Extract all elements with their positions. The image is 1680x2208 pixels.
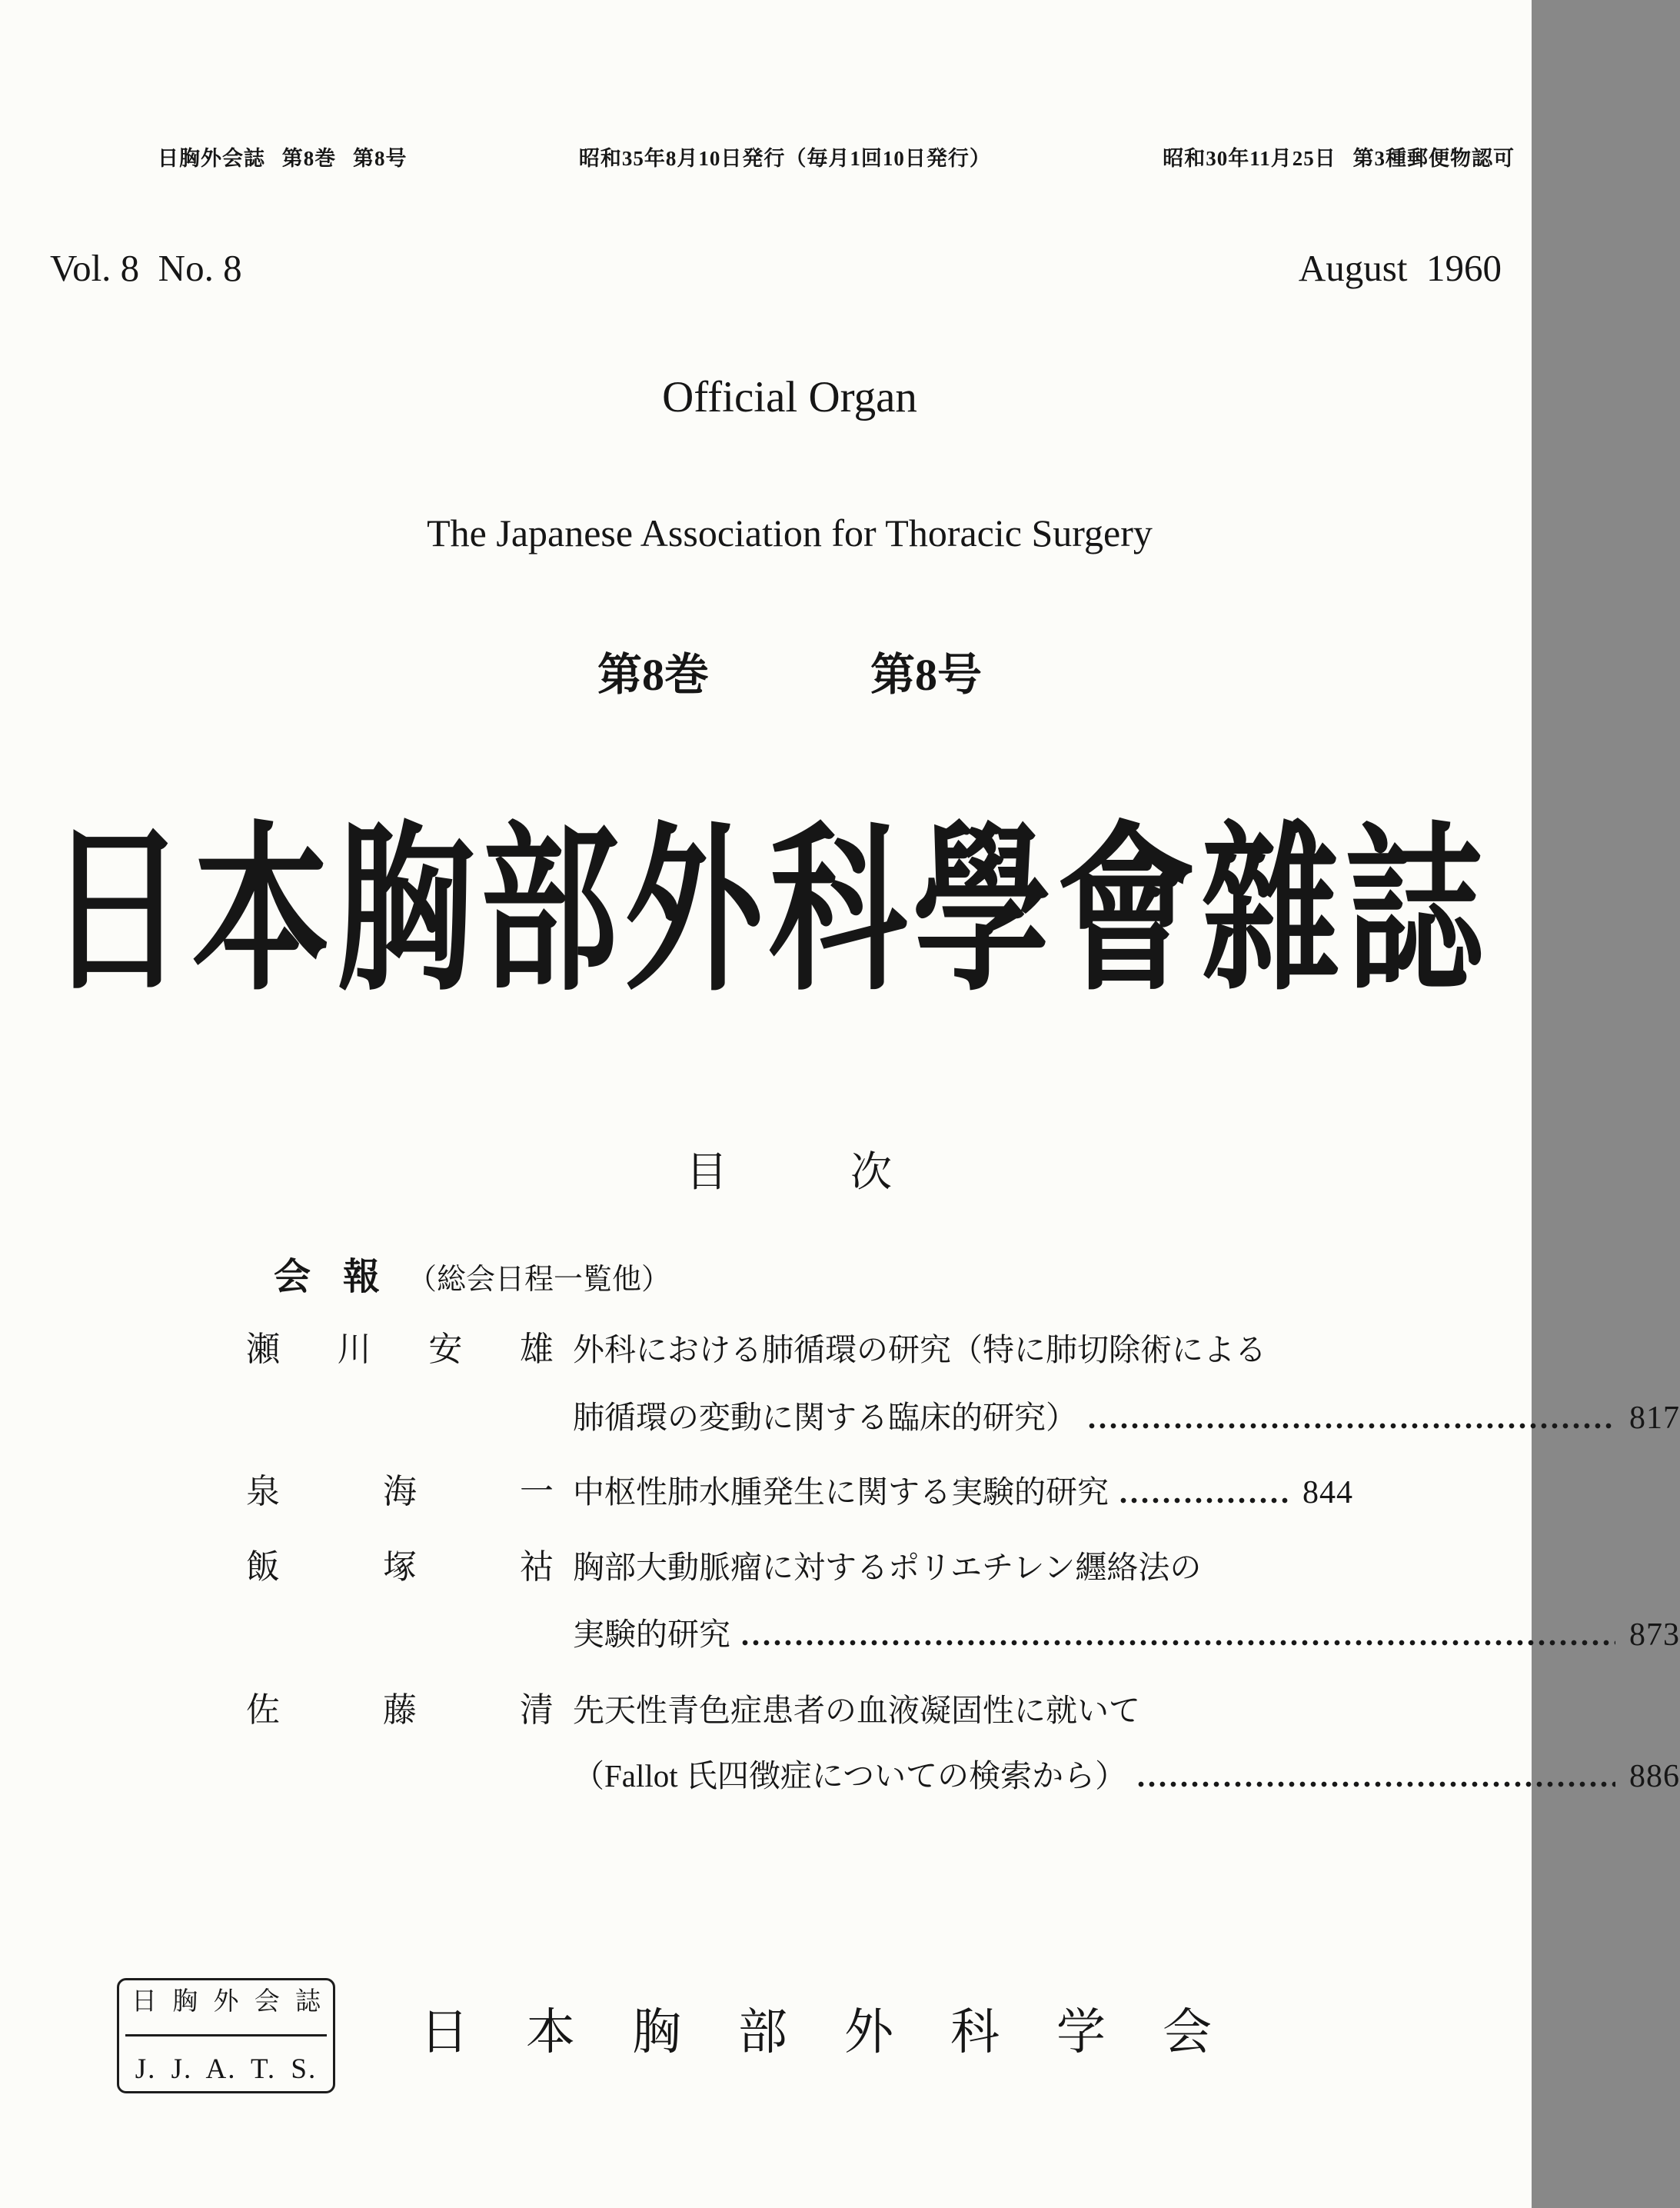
toc-entry-author: 飯 塚 祜 <box>246 1548 554 1586</box>
toc-entry-title: 先天性青色症患者の血液凝固性に就いて <box>573 1693 1140 1728</box>
toc-entry-author: 瀬 川 安 雄 <box>246 1330 554 1368</box>
number-jp: 第8号 <box>870 650 983 700</box>
bulletin-note: （総会日程一覧他） <box>408 1264 671 1296</box>
stamp-divider <box>125 2034 327 2036</box>
toc-entry-page: 886 <box>1629 1759 1680 1794</box>
toc-entry-page: 844 <box>1302 1475 1353 1510</box>
toc-entry-1-line-1 <box>246 1328 1353 1370</box>
journal-title-jp: 日 本 胸 部 外 科 學 會 雜 誌 <box>48 812 1484 1012</box>
toc-entry-title-cont: 肺循環の変動に関する臨床的研究） <box>573 1400 1077 1435</box>
dot-leader <box>740 1639 1615 1647</box>
toc-entry-1-line-2 <box>246 1398 1680 1439</box>
masthead-postal-info: 昭和30年11月25日 第3種郵便物認可 <box>1163 147 1515 170</box>
toc-entry-title-cont: （Fallot 氏四徴症についての検索から） <box>573 1758 1127 1793</box>
toc-entry-title-cont: 実験的研究 <box>573 1617 730 1652</box>
masthead-journal-abbrev: 日胸外会誌 第8巻 第8号 <box>158 147 408 170</box>
toc-entry-4-line-1 <box>246 1689 1353 1731</box>
toc-entry-4-line-2 <box>246 1757 1680 1797</box>
toc-entry-2-line-1 <box>246 1470 1353 1514</box>
issue-volume-number-jp <box>74 651 1505 700</box>
issue-date-en: August 1960 <box>1298 247 1502 289</box>
toc-entry-page: 873 <box>1629 1617 1680 1653</box>
toc-entry-title: 中枢性肺水腫発生に関する実験的研究 <box>573 1474 1109 1510</box>
toc-entry-title: 胸部大動脈瘤に対するポリエチレン纒絡法の <box>573 1550 1202 1585</box>
volume-number-en: Vol. 8 No. 8 <box>50 247 242 289</box>
bulletin-row <box>274 1256 670 1298</box>
toc-heading: 目 次 <box>686 1149 892 1195</box>
toc-entry-3-line-1 <box>246 1546 1353 1588</box>
society-name-jp: 日 本 胸 部 外 科 学 会 <box>420 2005 1212 2060</box>
official-organ-label: Official Organ <box>662 373 917 421</box>
toc-entry-author: 泉 海 一 <box>246 1473 554 1510</box>
masthead <box>158 148 1515 171</box>
journal-stamp-box <box>117 1978 335 2093</box>
toc-entry-author: 佐 藤 清 <box>246 1691 554 1729</box>
volume-jp: 第8巻 <box>597 650 709 700</box>
dot-leader <box>1136 1780 1615 1788</box>
stamp-abbrev-jp: 日 胸 外 会 誌 <box>131 1988 321 2016</box>
stamp-abbrev-en: J. J. A. T. S. <box>135 2053 318 2085</box>
masthead-publish-info: 昭和35年8月10日発行（毎月1回10日発行） <box>578 147 991 170</box>
issue-line <box>50 248 1502 289</box>
dot-leader <box>1118 1497 1289 1504</box>
association-name-en: The Japanese Association for Thoracic Surgery <box>427 511 1153 554</box>
dot-leader <box>1086 1422 1615 1430</box>
toc-entry-3-line-2 <box>246 1615 1680 1656</box>
bulletin-label: 会 報 <box>274 1257 380 1297</box>
toc-entry-page: 817 <box>1629 1400 1680 1436</box>
toc-entry-title: 外科における肺循環の研究（特に肺切除術による <box>573 1332 1266 1367</box>
